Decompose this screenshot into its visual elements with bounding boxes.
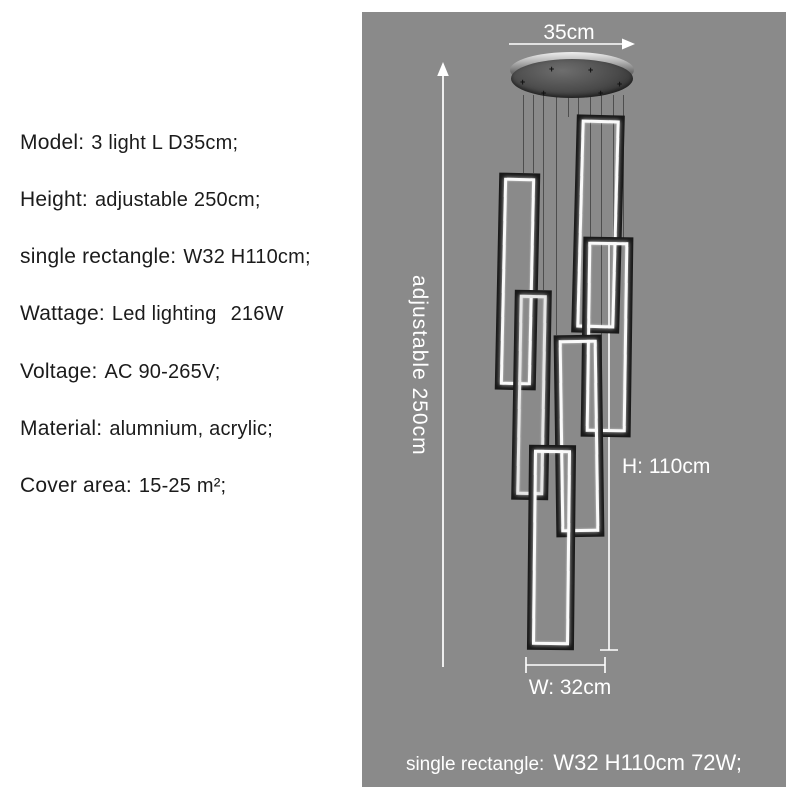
spec-value: Led lighting	[111, 303, 217, 325]
hanging-height-label: adjustable 250cm	[408, 275, 431, 456]
spec-value: alumnium, acrylic;	[109, 418, 273, 440]
wire	[556, 95, 557, 335]
spec-label: Voltage:	[20, 360, 98, 383]
spec-line-wattage	[20, 301, 284, 327]
spec-value-watts: 216W	[230, 303, 284, 325]
wire	[533, 95, 534, 173]
spec-line-model	[20, 130, 238, 156]
product-diagram	[362, 12, 786, 787]
hanging-height-arrow	[437, 62, 449, 667]
rect-width-label: W: 32cm	[528, 676, 612, 699]
spec-value: 15-25 m²;	[138, 475, 227, 497]
spec-value: W32 H110cm;	[183, 246, 311, 268]
screw-icon: +	[588, 65, 594, 75]
rect-width-measure-line	[526, 657, 605, 673]
screw-icon: +	[598, 88, 604, 98]
spec-line-single-rectangle	[20, 244, 311, 270]
spec-label: Model:	[20, 131, 85, 154]
spec-value: adjustable 250cm;	[94, 189, 261, 211]
spec-line-voltage	[20, 359, 220, 385]
wire	[523, 95, 524, 173]
screw-icon: +	[520, 77, 526, 87]
led-frame-bottom	[527, 445, 576, 650]
spec-label: Wattage:	[20, 302, 105, 325]
screw-icon: +	[541, 88, 547, 98]
spec-line-height	[20, 187, 261, 213]
wire	[568, 95, 569, 117]
led-strip	[532, 450, 571, 645]
wire	[543, 95, 544, 290]
spec-label: Height:	[20, 188, 88, 211]
screw-icon: +	[549, 64, 555, 74]
canopy-face	[511, 59, 633, 98]
spec-value: AC 90-265V;	[104, 361, 221, 383]
spec-label: single rectangle:	[20, 245, 177, 268]
spec-label: Cover area:	[20, 474, 132, 497]
footer-label: single rectangle:	[405, 754, 545, 775]
spec-panel	[0, 0, 362, 800]
spec-value: 3 light L D35cm;	[91, 132, 239, 154]
screw-icon: +	[617, 79, 623, 89]
spec-label: Material:	[20, 417, 103, 440]
spec-line-cover-area	[20, 473, 226, 499]
footer-note	[362, 750, 786, 776]
rect-height-label: H: 110cm	[622, 455, 711, 478]
canopy-width-label: 35cm	[543, 21, 595, 44]
spec-line-material	[20, 416, 273, 442]
footer-value: W32 H110cm 72W;	[553, 750, 743, 775]
